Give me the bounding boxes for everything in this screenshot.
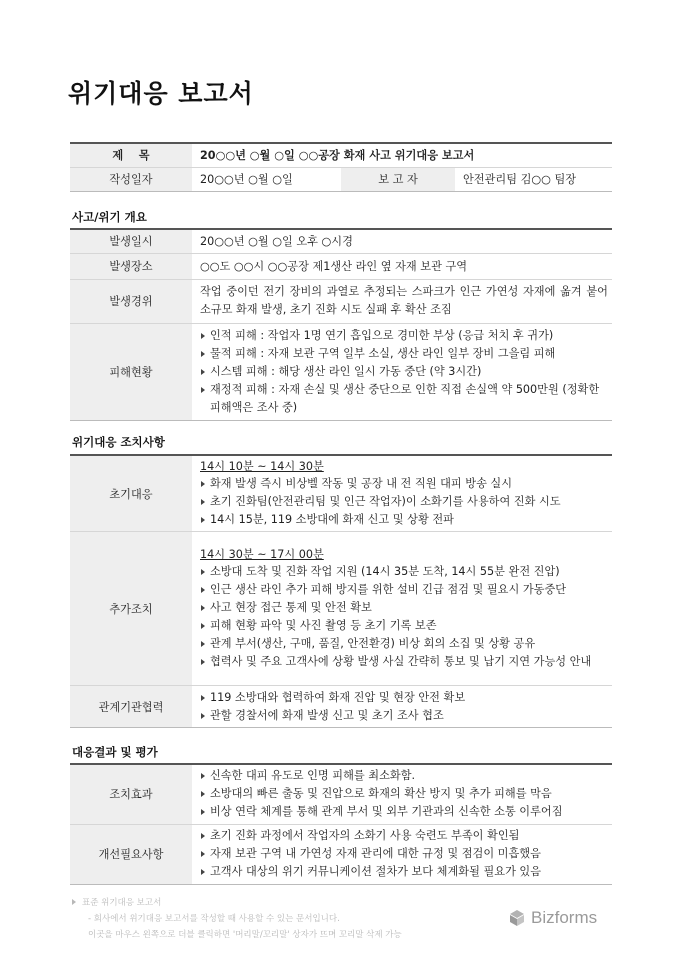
list-item: 자재 보관 구역 내 가연성 자재 관리에 대한 규정 및 점검이 미흡했음 <box>200 845 608 863</box>
improvement-list <box>200 827 608 881</box>
list-item: 관계 부서(생산, 구매, 품질, 안전환경) 비상 회의 소집 및 상황 공유 <box>200 635 608 653</box>
list-item: 소방대의 빠른 출동 및 진압으로 화재의 확산 방지 및 추가 피해를 막음 <box>200 785 608 803</box>
additional-action-time: 14시 30분 ~ 17시 00분 <box>200 548 324 561</box>
list-item: 고객사 대상의 위기 커뮤니케이션 절차가 보다 체계화될 필요가 있음 <box>200 863 608 881</box>
list-item: 초기 진화팀(안전관리팀 및 인근 작업자)이 소화기를 사용하여 진화 시도 <box>200 493 608 511</box>
date-value: 20○○년 ○월 ○일 <box>200 173 293 186</box>
list-item: 사고 현장 접근 통제 및 안전 확보 <box>200 599 608 617</box>
occur-cause-value: 작업 중이던 전기 장비의 과열로 추정되는 스파크가 인근 가연성 자재에 옮겨 붙어 소규모 화재 발생, 초기 진화 시도 실패 후 확산 조짐 <box>192 279 612 323</box>
list-item: 초기 진화 과정에서 작업자의 소화기 사용 숙련도 부족이 확인됨 <box>200 827 608 845</box>
list-item: 신속한 대피 유도로 인명 피해를 최소화함. <box>200 767 608 785</box>
list-item: 재정적 피해 : 자재 손실 및 생산 중단으로 인한 직접 손실액 약 500만원 (정확한 피해액은 조사 중) <box>200 381 608 417</box>
occur-cause-label: 발생경위 <box>70 279 192 323</box>
list-item: 화재 발생 즉시 비상벨 작동 및 공장 내 전 직원 대피 방송 실시 <box>200 475 608 493</box>
occur-place-label: 발생장소 <box>70 253 192 279</box>
additional-action-label: 추가조치 <box>70 532 192 686</box>
damage-list <box>200 327 608 417</box>
results-table <box>70 763 612 885</box>
triangle-icon <box>72 899 76 905</box>
header-table <box>70 142 612 192</box>
bizforms-logo <box>508 908 597 928</box>
actions-table <box>70 454 612 728</box>
occur-time-label: 발생일시 <box>70 229 192 253</box>
additional-action-list <box>200 563 608 671</box>
date-label: 작성일자 <box>70 167 192 191</box>
page-title: 위기대응 보고서 <box>68 79 254 108</box>
list-item: 협력사 및 주요 고객사에 상황 발생 사실 간략히 통보 및 납기 지연 가능성 안내 <box>200 653 608 671</box>
agency-coop-label: 관계기관협력 <box>70 686 192 728</box>
footer-hint: 이곳을 마우스 왼쪽으로 더블 클릭하면 '머리말/꼬리말' 상자가 뜨며 꼬리말 삭제 가능 <box>88 930 402 940</box>
subject-label: 제 목 <box>70 143 192 167</box>
footer-title-text: 표준 위기대응 보고서 <box>82 898 162 908</box>
reporter-value: 안전관리팀 김○○ 팀장 <box>463 173 577 186</box>
list-item: 14시 15분, 119 소방대에 화재 신고 및 상황 전파 <box>200 511 608 529</box>
cube-icon <box>508 909 526 927</box>
footer-title <box>72 896 161 908</box>
list-item: 시스템 피해 : 해당 생산 라인 일시 가동 중단 (약 3시간) <box>200 363 608 381</box>
list-item: 피해 현황 파악 및 사진 촬영 등 초기 기록 보존 <box>200 617 608 635</box>
reporter-label: 보 고 자 <box>341 167 455 191</box>
agency-coop-list <box>200 689 608 725</box>
effect-list <box>200 767 608 821</box>
subject-value: 20○○년 ○월 ○일 ○○공장 화재 사고 위기대응 보고서 <box>200 149 475 163</box>
list-item: 인근 생산 라인 추가 피해 방지를 위한 설비 긴급 점검 및 필요시 가동중단 <box>200 581 608 599</box>
list-item: 관할 경찰서에 화재 발생 신고 및 초기 조사 협조 <box>200 707 608 725</box>
footer-note: - 회사에서 위기대응 보고서를 작성할 때 사용할 수 있는 문서입니다. <box>88 914 340 924</box>
initial-response-list <box>200 475 608 529</box>
occur-time-value: 20○○년 ○월 ○일 오후 ○시경 <box>192 229 612 253</box>
list-item: 인적 피해 : 작업자 1명 연기 흡입으로 경미한 부상 (응급 처치 후 귀가) <box>200 327 608 345</box>
initial-response-label: 초기대응 <box>70 455 192 532</box>
list-item: 소방대 도착 및 진화 작업 지원 (14시 35분 도착, 14시 55분 완전 진압) <box>200 563 608 581</box>
actions-heading: 위기대응 조치사항 <box>72 435 165 449</box>
results-heading: 대응결과 및 평가 <box>72 745 158 759</box>
effect-label: 조치효과 <box>70 764 192 824</box>
brand-name: Bizforms <box>531 908 598 927</box>
list-item: 119 소방대와 협력하여 화재 진압 및 현장 안전 확보 <box>200 689 608 707</box>
list-item: 물적 피해 : 자재 보관 구역 일부 소실, 생산 라인 일부 장비 그을림 피해 <box>200 345 608 363</box>
damage-label: 피해현황 <box>70 323 192 420</box>
initial-response-time: 14시 10분 ~ 14시 30분 <box>200 460 324 473</box>
overview-table <box>70 228 612 421</box>
improvement-label: 개선필요사항 <box>70 824 192 884</box>
list-item: 비상 연락 체계를 통해 관계 부서 및 외부 기관과의 신속한 소통 이루어짐 <box>200 803 608 821</box>
occur-place-value: ○○도 ○○시 ○○공장 제1생산 라인 옆 자재 보관 구역 <box>192 253 612 279</box>
overview-heading: 사고/위기 개요 <box>72 210 147 224</box>
